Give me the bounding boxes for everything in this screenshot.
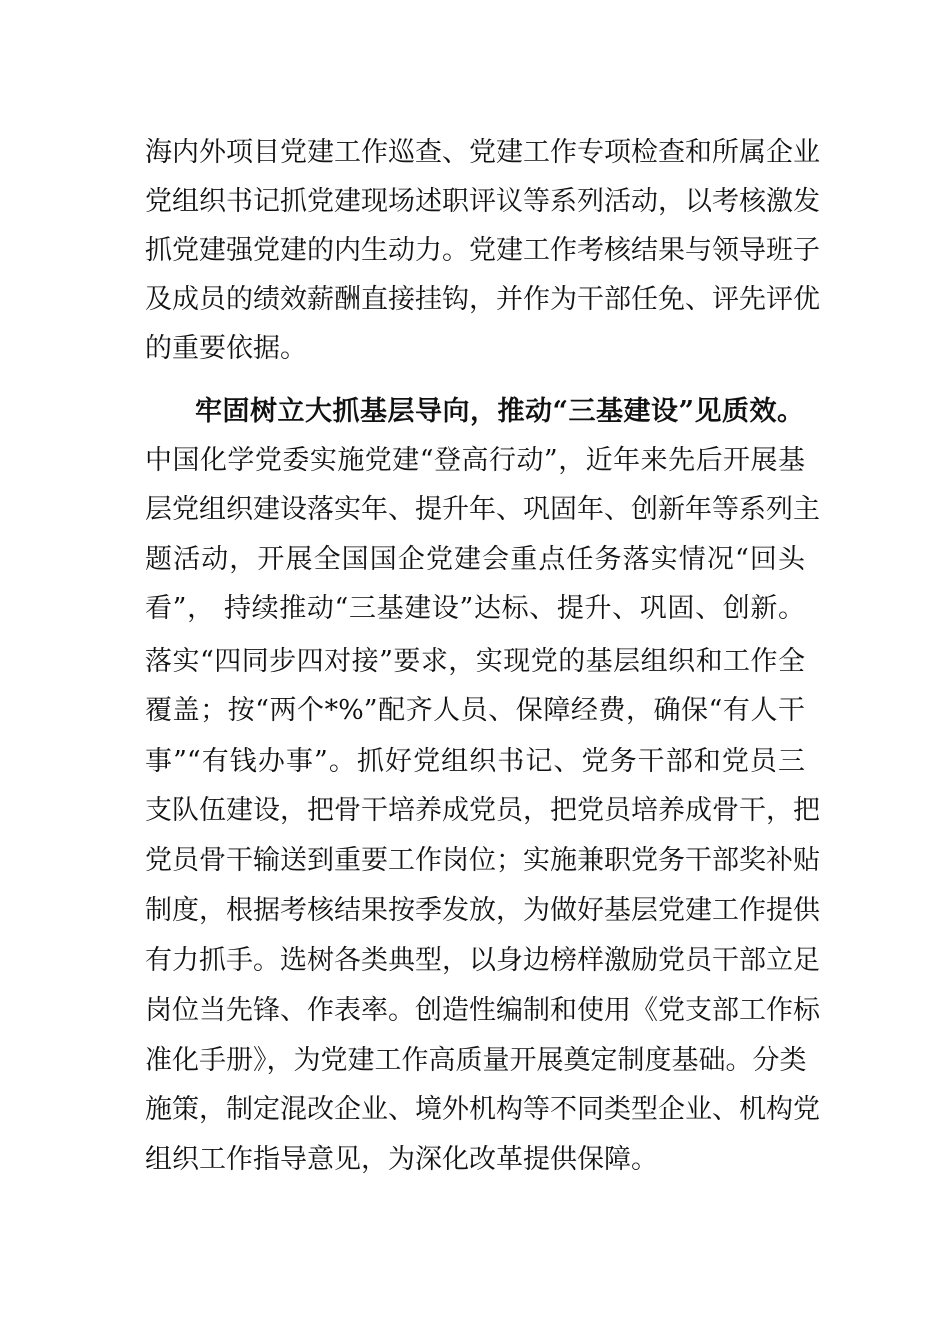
paragraph-line: 层党组织建设落实年、提升年、巩固年、创新年等系列主 bbox=[145, 494, 820, 525]
paragraph-line: 党员骨干输送到重要工作岗位；实施兼职党务干部奖补贴 bbox=[145, 845, 820, 876]
paragraph-line: 看”， 持续推动“三基建设”达标、提升、巩固、创新。 bbox=[145, 593, 805, 624]
paragraph-line: 的重要依据。 bbox=[145, 333, 307, 364]
paragraph-line: 覆盖；按“两个*%”配齐人员、保障经费，确保“有人干 bbox=[145, 695, 805, 726]
paragraph-line: 题活动，开展全国国企党建会重点任务落实情况“回头 bbox=[145, 544, 805, 575]
paragraph-line: 及成员的绩效薪酬直接挂钩，并作为干部任免、评先评优 bbox=[145, 284, 820, 315]
paragraph-line: 中国化学党委实施党建“登高行动”，近年来先后开展基 bbox=[145, 445, 805, 476]
paragraph-line: 有力抓手。选树各类典型，以身边榜样激励党员干部立足 bbox=[145, 945, 820, 976]
paragraph-line: 党组织书记抓党建现场述职评议等系列活动，以考核激发 bbox=[145, 186, 820, 217]
paragraph-line: 海内外项目党建工作巡查、党建工作专项检查和所属企业 bbox=[145, 137, 820, 168]
paragraph-line: 施策，制定混改企业、境外机构等不同类型企业、机构党 bbox=[145, 1094, 820, 1125]
paragraph-line: 岗位当先锋、作表率。创造性编制和使用《党支部工作标 bbox=[145, 995, 820, 1026]
paragraph-line: 制度，根据考核结果按季发放，为做好基层党建工作提供 bbox=[145, 895, 820, 926]
section-heading: 牢固树立大抓基层导向，推动“三基建设”见质效。 bbox=[195, 396, 805, 427]
paragraph-line: 组织工作指导意见，为深化改革提供保障。 bbox=[145, 1144, 658, 1175]
paragraph-line: 准化手册》，为党建工作高质量开展奠定制度基础。分类 bbox=[145, 1045, 807, 1076]
paragraph-line: 事”“有钱办事”。抓好党组织书记、党务干部和党员三 bbox=[145, 746, 805, 777]
paragraph-line: 抓党建强党建的内生动力。党建工作考核结果与领导班子 bbox=[145, 235, 820, 266]
paragraph-line: 支队伍建设，把骨干培养成党员，把党员培养成骨干，把 bbox=[145, 795, 820, 826]
paragraph-line: 落实“四同步四对接”要求，实现党的基层组织和工作全 bbox=[145, 646, 805, 677]
